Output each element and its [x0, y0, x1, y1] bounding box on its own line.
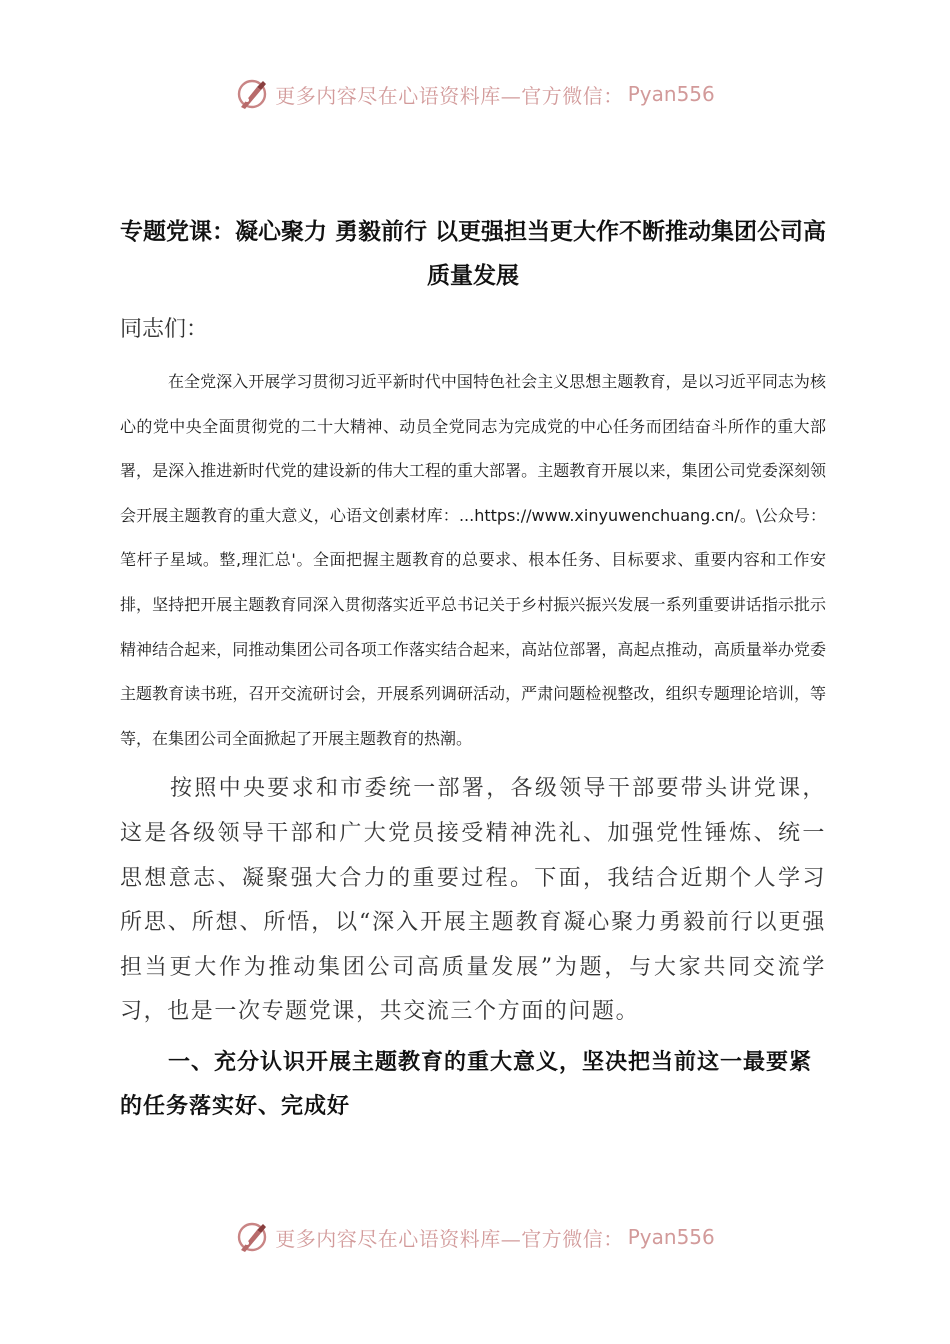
pen-logo-icon: [235, 77, 269, 111]
banner-text: 更多内容尽在心语资料库—官方微信：: [275, 1226, 624, 1251]
watermark-banner-bottom: [0, 1217, 950, 1257]
pen-logo-icon: [235, 1220, 269, 1254]
banner-wechat-id: Pyan556: [627, 1225, 715, 1249]
document-body: [120, 210, 826, 1129]
watermark-banner-top: [0, 74, 950, 114]
greeting: 同志们：: [120, 317, 209, 342]
paragraph-2: 按照中央要求和市委统一部署，各级领导干部要带头讲党课，这是各级领导干部和广大党员接受精神洗礼、加强党性锤炼、统一思想意志、凝聚强大合力的重要过程。下面，我结合近期个人学习所思、所想、所悟，以“深入开展主题教育凝心聚力勇毅前行以更强担当更大作为推动集团公司高质量发展”为题，与大家共同交流学习，也是一次专题党课，共交流三个方面的问题。: [120, 776, 826, 1025]
section-heading-1: 一、充分认识开展主题教育的重大意义，坚决把当前这一最要紧的任务落实好、完成好: [120, 1049, 813, 1119]
paragraph-1: 在全党深入开展学习贯彻习近平新时代中国特色社会主义思想主题教育，是以习近平同志为核心的党中央全面贯彻党的二十大精神、动员全党同志为完成党的中心任务而团结奋斗所作的重大部署，是深入推进新时代党的建设新的伟大工程的重大部署。主题教育开展以来，集团公司党委深刻领会开展主题教育的重大意义，心语文创素材库：...https://www.xinyuwenchuang.cn/。\公众号：笔杆子星域。整,理汇总'。全面把握主题教育的总要求、根本任务、目标要求、重要内容和工作安排，坚持把开展主题教育同深入贯彻落实近平总书记关于乡村振兴振兴发展一系列重要讲话指示批示精神结合起来，同推动集团公司各项工作落实结合起来，高站位部署，高起点推动，高质量举办党委主题教育读书班，召开交流研讨会，开展系列调研活动，严肃问题检视整改，组织专题理论培训，等等，在集团公司全面掀起了开展主题教育的热潮。: [120, 372, 826, 748]
document-title: 专题党课：凝心聚力 勇毅前行 以更强担当更大作不断推动集团公司高质量发展: [120, 219, 827, 289]
banner-text: 更多内容尽在心语资料库—官方微信：: [275, 83, 624, 108]
banner-wechat-id: Pyan556: [627, 82, 715, 106]
